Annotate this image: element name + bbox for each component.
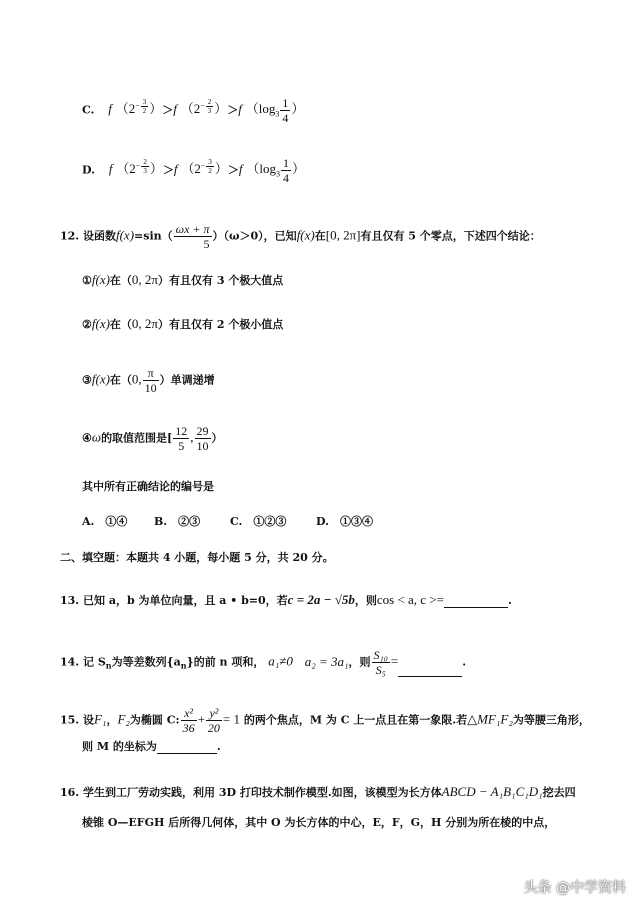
q15-text-1: 设 (82, 713, 94, 727)
q12-choice-d: D. ①③④ (316, 515, 373, 528)
section-2-heading (60, 549, 334, 565)
q12-text-2: =sin（ (134, 229, 173, 243)
q14-text-3: }的前 n 项和， (186, 655, 265, 669)
q12-pi: π (203, 222, 210, 236)
q12-c3-zero: 0, (131, 371, 142, 387)
q12-choice-b: B. ②③ (154, 515, 201, 528)
q12-c4-d2: 10 (196, 439, 209, 453)
q15-triangle: △MF₁F₂ (467, 711, 513, 727)
option-c-f1: f (108, 101, 112, 117)
option-c: C. f （$2^{- \frac{3}{2}}$ ）＞f （$2^{- \frac{2}{3}}$ ）＞f （$\log_3$ $\frac{1}{4}$ ） (82, 96, 305, 125)
watermark: 头条 @中学资料 (523, 880, 626, 896)
q15-eq1: = 1 (222, 711, 241, 727)
q14-text-2: 为等差数列{a (111, 655, 181, 669)
q15-end: . (216, 740, 221, 753)
question-13 (60, 592, 512, 608)
option-c-gt2: ＞ (227, 103, 239, 117)
option-c-gt1: ＞ (162, 103, 174, 117)
q14-s10: S₁₀ (373, 648, 388, 662)
q12-c3-ten: 10 (144, 381, 157, 395)
option-d: D. f （$2^{- \frac{2}{3}}$ ）＞f （$2^{- \frac{3}{2}}$ ）＞f （$\log_3$ $\frac{1}{4}$ ） (82, 156, 305, 185)
question-15-line-2 (82, 738, 221, 754)
question-15: 15. 设F₁，F₂为椭圆 C: $\frac{\text{x²}}{36}$ + $\frac{\text{y²}}{20}$ = 1 的两个焦点，M 为 C 上一点且在第一象限.若△MF₁F₂为等腰三角形， (60, 706, 590, 735)
q12-choices (82, 513, 373, 529)
q13-text-2: ，则 (354, 594, 377, 607)
q12-c4-omega: ω (91, 429, 102, 445)
option-d-f2: f (173, 161, 178, 177)
q15-20: 20 (207, 721, 220, 735)
q12-c3-text: ）单调递增 (159, 373, 215, 387)
q16-text-2: 挖去四 (542, 786, 576, 799)
q12-prompt (82, 478, 214, 494)
question-16-line-2 (82, 814, 555, 830)
q13-text-1: 已知 a，b 为单位向量，且 a • b=0，若 (82, 594, 288, 607)
q14-condition-2: a₂ = 3a₁ (304, 653, 349, 669)
q15-text-5: 则 M 的坐标为 (82, 740, 157, 753)
q12-conclusion-4: ④ω的取值范围是[ $\frac{12}{5}$ , $\frac{29}{10}$ ） (82, 424, 223, 453)
section-2-title: 二、填空题：本题共 4 小题，每小题 5 分，共 20 分。 (60, 551, 334, 564)
q12-c3-pi: π (143, 366, 159, 381)
q12-c4-d1: 5 (178, 439, 185, 453)
q15-number: 15. (60, 713, 80, 727)
q14-sub-n-2: n (180, 660, 187, 671)
question-number: 12. (60, 229, 80, 243)
q15-answer-blank[interactable] (157, 741, 217, 754)
q12-five: 5 (203, 237, 210, 251)
question-16 (60, 784, 576, 800)
q14-sub-n: n (105, 660, 112, 671)
q12-conclusion-3 (82, 366, 215, 395)
q12-conclusion-1 (82, 272, 283, 288)
q12-c4-text: 的取值范围是[ (101, 431, 173, 445)
q12-prompt-text: 其中所有正确结论的编号是 (82, 480, 214, 493)
q12-interval: [0, 2π] (325, 227, 361, 243)
q12-c2-text: ）有且仅有 2 个极小值点 (158, 318, 284, 331)
q15-text-3: 的两个焦点，M 为 C 上一点且在第一象限.若 (243, 713, 468, 727)
q16-text-1: 学生到工厂劳动实践，利用 3D 打印技术制作模型.如图，该模型为长方体 (82, 786, 442, 799)
q15-x2: x² (181, 706, 197, 721)
q13-answer-blank[interactable] (444, 595, 508, 608)
option-c-log-base: 3 (275, 110, 280, 120)
q14-s5: S₅ (375, 663, 386, 677)
q12-c4-mark: ④ (82, 431, 92, 445)
q12-c4-n2: 29 (196, 424, 209, 438)
q12-text-4: 有且仅有 5 个零点，下述四个结论： (360, 229, 541, 243)
option-d-gt2: ＞ (227, 163, 239, 177)
q12-text-1: 设函数 (82, 229, 116, 243)
option-c-f2: f (173, 101, 177, 117)
option-d-f1: f (108, 161, 113, 177)
q12-c4-n1: 12 (175, 424, 188, 438)
q12-choice-c: C. ①②③ (230, 515, 287, 528)
option-d-label: D. (82, 163, 95, 177)
q12-c3-fx: f(x) (91, 371, 110, 387)
question-14 (60, 648, 466, 677)
option-c-f3: f (238, 101, 242, 117)
q15-text-4: 为等腰三角形， (512, 713, 590, 727)
q14-number: 14. (60, 655, 80, 669)
q12-text-3: ）（ω＞0），已知 (212, 229, 297, 243)
option-d-log: log (259, 161, 276, 177)
option-d-f3: f (238, 161, 243, 177)
q12-fx: f(x) (115, 227, 135, 243)
q13-cos: cos < a, c >= (376, 592, 444, 607)
q12-conclusion-2 (82, 316, 283, 332)
q13-number: 13. (60, 594, 80, 607)
q12-c1-text: ）有且仅有 3 个极大值点 (158, 274, 284, 287)
q12-c1-in: 在（ (109, 274, 132, 287)
q14-answer-blank[interactable] (398, 664, 462, 677)
q14-text-1: 记 S (82, 655, 106, 669)
q14-end: . (462, 655, 467, 669)
q16-solid: ABCD − A₁B₁C₁D₁ (441, 784, 543, 799)
q16-number: 16. (60, 786, 80, 799)
q13-expression: c = 2a − √5b (287, 592, 355, 607)
option-d-log-base: 3 (275, 170, 280, 180)
q15-plus: + (197, 711, 205, 727)
q12-c2-in: 在（ (109, 318, 132, 331)
q12-c2-interval: 0, 2π (131, 316, 158, 331)
option-d-gt1: ＞ (162, 163, 174, 177)
q12-c3-in: 在（ (109, 373, 132, 387)
q14-text-4: ，则 (348, 655, 371, 669)
q15-f2: F₂ (117, 711, 130, 727)
q12-c2-fx: f(x) (91, 316, 110, 331)
q14-eq: = (390, 653, 399, 669)
q12-choice-a: A. ①④ (82, 515, 128, 528)
q16-text-3: 棱锥 O—EFGH 后所得几何体，其中 O 为长方体的中心，E，F，G，H 分别为所在棱的中点， (82, 816, 556, 829)
q12-omega-x: ωx + (175, 222, 201, 236)
q15-y2: y² (206, 706, 222, 721)
option-c-label: C. (82, 103, 95, 117)
q12-c1-fx: f(x) (91, 272, 110, 287)
q15-f1: F₁ (93, 711, 107, 727)
q12-c3-mark: ③ (82, 373, 92, 387)
question-12: 12. 设函数f(x)=sin（ $\frac{\omega x + \pi}{5}$ ）（ω＞0），已知f(x)在[0, 2π]有且仅有 5 个零点，下述四个结论： (60, 222, 541, 251)
q13-end: . (508, 594, 512, 607)
q12-c2-mark: ② (82, 318, 92, 331)
q14-condition-1: a₁≠0 (268, 653, 293, 669)
q15-text-2: 为椭圆 C: (129, 713, 180, 727)
q12-c1-mark: ① (82, 274, 92, 287)
q15-36: 36 (182, 721, 195, 735)
q12-c1-interval: 0, 2π (131, 272, 158, 287)
q12-c4-end: ） (211, 431, 223, 445)
q12-fx-2: f(x) (296, 227, 315, 243)
option-c-log: log (258, 101, 276, 117)
